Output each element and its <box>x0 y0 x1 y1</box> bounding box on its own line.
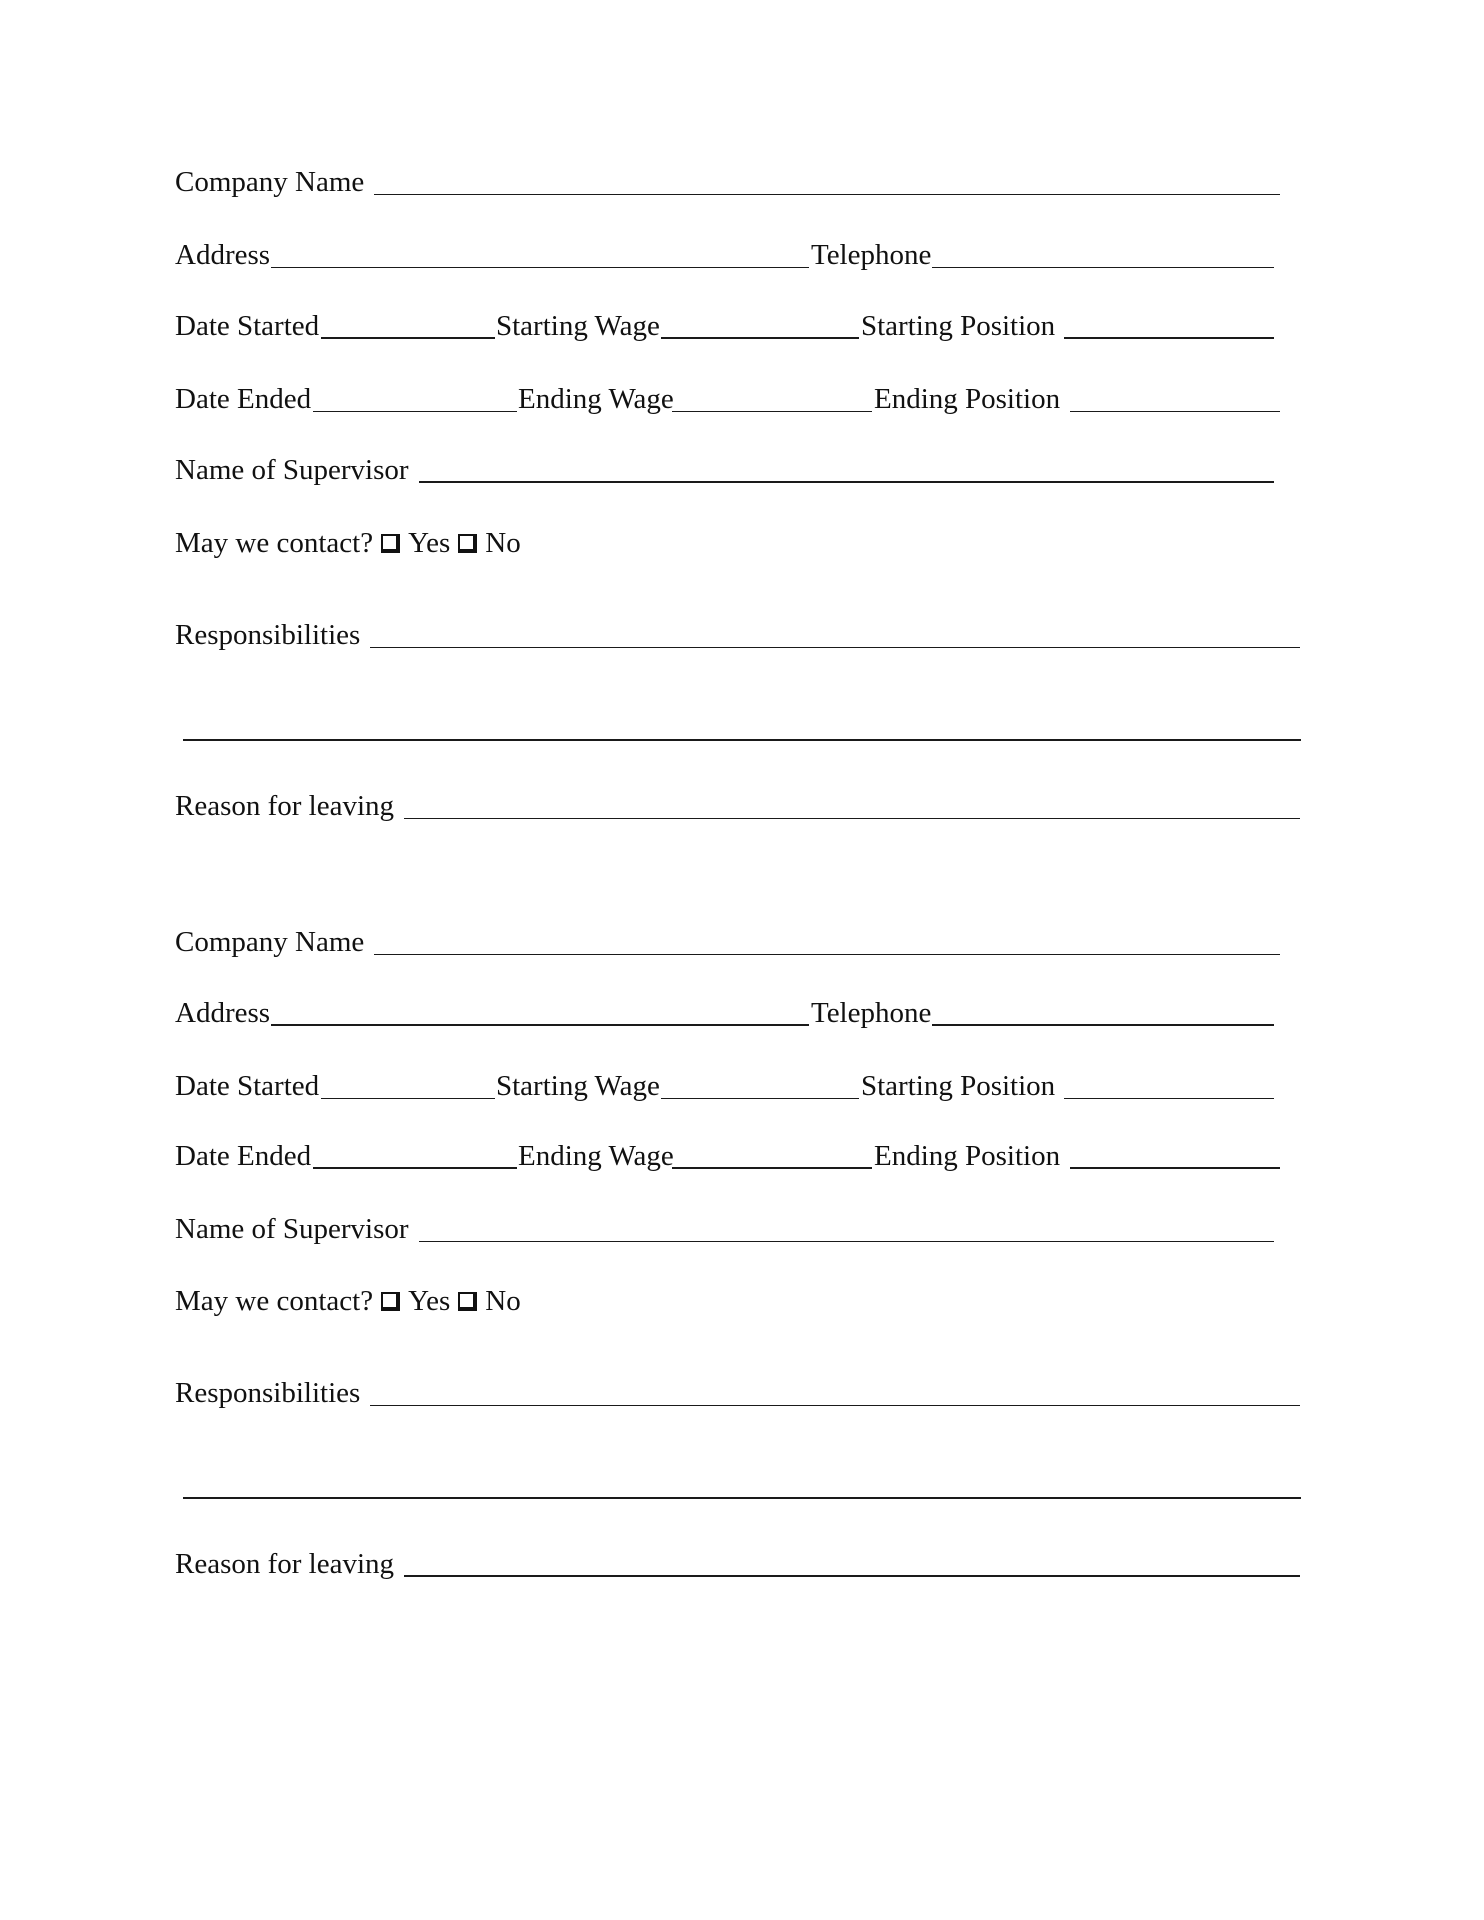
ending-position-label: Ending Position <box>874 383 1061 415</box>
date-started-label: Date Started <box>175 310 320 342</box>
reason-leaving-label: Reason for leaving <box>175 1548 395 1580</box>
company-name-label: Company Name <box>175 166 365 198</box>
no-label: No <box>485 527 521 559</box>
starting-wage-label: Starting Wage <box>496 1070 660 1102</box>
ending-position-field[interactable] <box>1070 411 1280 412</box>
yes-checkbox[interactable] <box>381 534 400 553</box>
supervisor-field[interactable] <box>419 481 1274 483</box>
address-field[interactable] <box>271 267 809 268</box>
yes-checkbox[interactable] <box>381 1292 400 1311</box>
yes-label: Yes <box>408 527 451 559</box>
may-contact-label: May we contact? <box>175 527 374 559</box>
no-label: No <box>485 1285 521 1317</box>
starting-wage-field[interactable] <box>661 1098 859 1099</box>
responsibilities-field[interactable] <box>370 1405 1300 1406</box>
telephone-label: Telephone <box>811 239 932 271</box>
starting-position-field[interactable] <box>1064 1098 1274 1099</box>
date-started-label: Date Started <box>175 1070 320 1102</box>
company-name-field[interactable] <box>374 954 1280 955</box>
responsibilities-continuation-line[interactable] <box>183 1497 1301 1499</box>
ending-position-label: Ending Position <box>874 1140 1061 1172</box>
date-ended-label: Date Ended <box>175 383 312 415</box>
ending-wage-field[interactable] <box>672 1167 872 1169</box>
date-started-field[interactable] <box>321 337 495 339</box>
starting-wage-field[interactable] <box>661 337 859 339</box>
address-field[interactable] <box>271 1024 809 1026</box>
supervisor-field[interactable] <box>419 1241 1274 1242</box>
telephone-field[interactable] <box>932 1024 1274 1026</box>
no-checkbox[interactable] <box>458 534 477 553</box>
responsibilities-field[interactable] <box>370 647 1300 648</box>
may-contact-label: May we contact? <box>175 1285 374 1317</box>
reason-leaving-label: Reason for leaving <box>175 790 395 822</box>
starting-position-label: Starting Position <box>861 310 1056 342</box>
starting-position-field[interactable] <box>1064 337 1274 339</box>
ending-wage-label: Ending Wage <box>518 1140 674 1172</box>
ending-wage-field[interactable] <box>672 411 872 412</box>
date-ended-label: Date Ended <box>175 1140 312 1172</box>
supervisor-label: Name of Supervisor <box>175 1213 409 1245</box>
date-ended-field[interactable] <box>313 411 517 412</box>
ending-wage-label: Ending Wage <box>518 383 674 415</box>
responsibilities-continuation-line[interactable] <box>183 739 1301 741</box>
date-started-field[interactable] <box>321 1098 495 1099</box>
company-name-label: Company Name <box>175 926 365 958</box>
starting-wage-label: Starting Wage <box>496 310 660 342</box>
company-name-field[interactable] <box>374 194 1280 195</box>
reason-leaving-field[interactable] <box>404 1575 1300 1577</box>
responsibilities-label: Responsibilities <box>175 619 361 651</box>
address-label: Address <box>175 997 271 1029</box>
telephone-field[interactable] <box>932 267 1274 268</box>
ending-position-field[interactable] <box>1070 1167 1280 1169</box>
responsibilities-label: Responsibilities <box>175 1377 361 1409</box>
reason-leaving-field[interactable] <box>404 818 1300 819</box>
telephone-label: Telephone <box>811 997 932 1029</box>
supervisor-label: Name of Supervisor <box>175 454 409 486</box>
address-label: Address <box>175 239 271 271</box>
yes-label: Yes <box>408 1285 451 1317</box>
no-checkbox[interactable] <box>458 1292 477 1311</box>
date-ended-field[interactable] <box>313 1167 517 1169</box>
starting-position-label: Starting Position <box>861 1070 1056 1102</box>
